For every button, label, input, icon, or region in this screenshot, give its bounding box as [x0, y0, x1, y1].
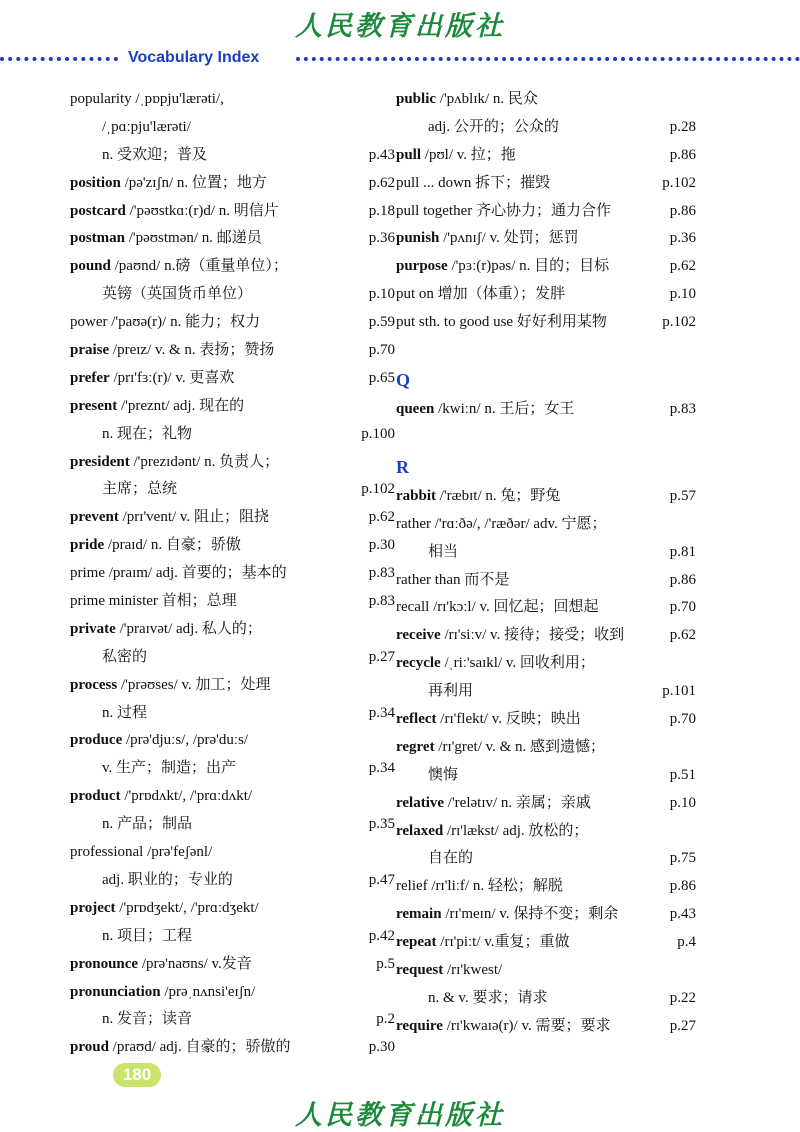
- entry-headword: regret: [396, 738, 435, 755]
- index-entry-continuation: [70, 700, 395, 728]
- index-entry-continuation: [396, 678, 696, 706]
- entry-page-ref: p.62: [368, 174, 395, 191]
- entry-definition: /ˌpɑːpju'lærəti/: [102, 118, 191, 135]
- entry-page-ref: p.62: [368, 509, 395, 526]
- index-entry-continuation: [396, 762, 696, 790]
- entry-headword: rabbit: [396, 487, 437, 504]
- entry-definition: /praɪd/ n. 自豪；骄傲: [104, 537, 241, 554]
- index-entry: [70, 672, 395, 700]
- entry-headword: praise: [70, 342, 110, 359]
- entry-headword: power: [70, 314, 108, 331]
- entry-page-ref: p.83: [669, 401, 696, 418]
- entry-headword: president: [70, 453, 130, 470]
- entry-definition: /rɪ'kwest/: [443, 962, 503, 979]
- entry-definition: 英镑（英国货币单位）: [102, 286, 253, 303]
- entry-definition: /prɪ'fɜː(r)/ v. 更喜欢: [109, 369, 235, 386]
- entry-definition: 齐心协力；通力合作: [472, 202, 611, 219]
- index-entry: [396, 929, 696, 957]
- entry-definition: 主席；总统: [102, 481, 178, 498]
- index-entry: [70, 225, 395, 253]
- entry-page-ref: p.86: [669, 571, 696, 588]
- entry-definition: 好好利用某物: [513, 314, 607, 331]
- entry-page-ref: p.101: [662, 683, 696, 700]
- index-entry: [70, 198, 395, 226]
- index-entry-continuation: [70, 476, 395, 504]
- entry-page-ref: p.86: [669, 878, 696, 895]
- entry-definition: /preɪz/ v. & n. 表扬；赞扬: [109, 342, 275, 359]
- entry-headword: proud: [70, 1039, 109, 1056]
- index-entry-continuation: [396, 539, 696, 567]
- letter-heading: Q: [396, 370, 411, 391]
- entry-headword: relative: [396, 794, 445, 811]
- index-entry: [70, 951, 395, 979]
- index-entry: [396, 1013, 696, 1041]
- entry-definition: adj. 职业的；专业的: [102, 871, 233, 888]
- index-entry: [396, 142, 696, 170]
- entry-page-ref: p.34: [368, 760, 395, 777]
- index-entry-continuation: [70, 142, 395, 170]
- entry-page-ref: p.70: [368, 342, 395, 359]
- index-entry: [396, 396, 696, 424]
- entry-headword: relaxed: [396, 822, 444, 839]
- index-entry: [70, 253, 395, 281]
- entry-page-ref: p.2: [376, 1011, 395, 1028]
- index-entry: [70, 170, 395, 198]
- entry-definition: /pʊl/ v. 拉；拖: [421, 146, 516, 163]
- entry-headword: pound: [70, 258, 111, 275]
- entry-headword: repeat: [396, 934, 437, 951]
- entry-definition: /'prezɪdənt/ n. 负责人；: [129, 453, 280, 470]
- entry-definition: /'prɒdʒekt/, /'prɑːdʒekt/: [115, 899, 259, 916]
- entry-definition: /'preznt/ adj. 现在的: [117, 397, 245, 414]
- index-column-right: [396, 86, 696, 1041]
- entry-definition: adj. 公开的；公众的: [428, 118, 559, 135]
- index-entry: [70, 727, 395, 755]
- entry-headword: pronounce: [70, 955, 139, 972]
- index-entry: [70, 337, 395, 365]
- letter-heading: R: [396, 456, 409, 477]
- entry-headword: process: [70, 676, 118, 693]
- section-title: Vocabulary Index: [128, 49, 260, 66]
- index-entry: [396, 901, 696, 929]
- entry-definition: n. 现在；礼物: [102, 425, 193, 442]
- index-entry: [396, 281, 696, 309]
- entry-headword: project: [70, 899, 116, 916]
- index-entry-continuation: [70, 755, 395, 783]
- entry-headword: professional: [70, 844, 144, 861]
- index-entry: [70, 839, 395, 867]
- entry-headword: remain: [396, 906, 442, 923]
- entry-headword: prime: [70, 565, 105, 582]
- entry-headword: public: [396, 91, 437, 107]
- index-entry: [396, 706, 696, 734]
- entry-definition: /kwiːn/ n. 王后；女王: [434, 401, 575, 418]
- entry-headword: relief: [396, 878, 428, 895]
- entry-definition: /rɪ'meɪn/ v. 保持不变；剩余: [441, 906, 619, 923]
- entry-page-ref: p.10: [368, 286, 395, 303]
- entry-page-ref: p.57: [669, 487, 696, 504]
- entry-page-ref: p.30: [368, 1039, 395, 1056]
- entry-definition: /rɪ'gret/ v. & n. 感到遗憾；: [434, 738, 606, 755]
- entry-definition: n. 过程: [102, 704, 148, 721]
- entry-headword: postcard: [70, 202, 126, 219]
- index-entry: [396, 594, 696, 622]
- entry-page-ref: p.62: [669, 258, 696, 275]
- entry-definition: 相当: [428, 543, 459, 560]
- entry-definition: /praʊd/ adj. 自豪的；骄傲的: [108, 1039, 291, 1056]
- entry-definition: /rɪ'flekt/ v. 反映；映出: [436, 711, 581, 728]
- entry-headword: prefer: [70, 369, 110, 386]
- entry-definition: n. & v. 要求；请求: [428, 989, 548, 1006]
- entry-definition: /rɪ'piːt/ v.重复；重做: [436, 934, 570, 951]
- entry-headword: rather: [396, 515, 431, 532]
- entry-definition: /prə'feʃənl/: [143, 844, 213, 861]
- entry-definition: 私密的: [102, 648, 148, 665]
- index-entry-continuation: [70, 114, 395, 142]
- entry-headword: position: [70, 174, 121, 191]
- entry-page-ref: p.36: [368, 230, 395, 247]
- index-entry: [70, 86, 395, 114]
- entry-page-ref: p.30: [368, 537, 395, 554]
- entry-page-ref: p.51: [669, 766, 696, 783]
- section-header-band: [0, 46, 800, 72]
- index-entry: [70, 895, 395, 923]
- index-entry: [70, 393, 395, 421]
- entry-page-ref: p.83: [368, 593, 395, 610]
- entry-definition: 再利用: [428, 683, 474, 700]
- entry-page-ref: p.42: [368, 927, 395, 944]
- index-entry: [70, 588, 395, 616]
- entry-headword: produce: [70, 732, 123, 749]
- entry-headword: prevent: [70, 509, 119, 526]
- entry-definition: 首相；总理: [157, 593, 237, 610]
- entry-headword: popularity: [70, 91, 132, 107]
- entry-definition: /prəˌnʌnsi'eɪʃn/: [160, 983, 256, 1000]
- entry-headword: pull: [396, 146, 422, 163]
- entry-definition: /'pʌblɪk/ n. 民众: [436, 91, 538, 107]
- entry-page-ref: p.43: [669, 906, 696, 923]
- entry-headword: pull together: [396, 202, 473, 219]
- publisher-logo-bottom: 人民教育出版社: [295, 1100, 505, 1131]
- entry-page-ref: p.43: [368, 146, 395, 163]
- entry-definition: /prɪ'vent/ v. 阻止；阻挠: [118, 509, 269, 526]
- entry-headword: pull ... down: [396, 174, 472, 191]
- index-entry: [70, 783, 395, 811]
- entry-page-ref: p.102: [662, 314, 696, 331]
- entry-definition: /paʊnd/ n.磅（重量单位）；: [110, 258, 288, 275]
- index-entry-continuation: [396, 985, 696, 1013]
- index-entry: [396, 511, 696, 539]
- index-entry: [396, 650, 696, 678]
- entry-definition: 拆下；摧毁: [471, 174, 551, 191]
- entry-page-ref: p.100: [361, 425, 395, 442]
- entry-definition: /ˌriː'saɪkl/ v. 回收利用；: [440, 655, 595, 672]
- dotted-rule-right: [296, 57, 800, 61]
- entry-definition: /'pʌnɪʃ/ v. 处罚；惩罚: [439, 230, 579, 247]
- page-number-badge: 180: [113, 1063, 161, 1087]
- index-entry: [396, 225, 696, 253]
- index-entry: [396, 818, 696, 846]
- entry-definition: /rɪ'kɔːl/ v. 回忆起；回想起: [429, 599, 599, 616]
- entry-page-ref: p.102: [662, 174, 696, 191]
- index-entry-continuation: [70, 644, 395, 672]
- entry-definition: /rɪ'lækst/ adj. 放松的；: [443, 822, 589, 839]
- entry-page-ref: p.35: [368, 816, 395, 833]
- index-entry-continuation: [70, 421, 395, 449]
- entry-definition: /rɪ'liːf/ n. 轻松；解脱: [427, 878, 563, 895]
- entry-page-ref: p.70: [669, 711, 696, 728]
- entry-definition: /prə'djuːs/, /prə'duːs/: [122, 732, 249, 749]
- entry-definition: /praɪm/ adj. 首要的；基本的: [105, 565, 287, 582]
- entry-headword: rather than: [396, 571, 461, 588]
- index-entry: [70, 1034, 395, 1062]
- index-entry: [70, 504, 395, 532]
- entry-page-ref: p.70: [669, 599, 696, 616]
- entry-headword: require: [396, 1017, 443, 1034]
- dotted-rule-left: [0, 57, 118, 61]
- entry-headword: product: [70, 788, 121, 805]
- entry-definition: /'prəʊses/ v. 加工；处理: [117, 676, 271, 693]
- entry-page-ref: p.18: [368, 202, 395, 219]
- entry-headword: postman: [70, 230, 126, 247]
- entry-definition: 自在的: [428, 850, 474, 867]
- entry-definition: 增加（体重）；发胖: [433, 286, 566, 303]
- entry-definition: n. 发音；读音: [102, 1011, 193, 1028]
- entry-definition: /'rɑːðə/, /'ræðər/ adv. 宁愿；: [430, 515, 607, 532]
- entry-definition: n. 项目；工程: [102, 927, 193, 944]
- entry-headword: recycle: [396, 655, 441, 672]
- entry-headword: request: [396, 962, 444, 979]
- index-entry-continuation: [70, 867, 395, 895]
- index-entry-continuation: [70, 281, 395, 309]
- index-entry: [396, 483, 696, 511]
- entry-definition: /'praɪvət/ adj. 私人的；: [115, 620, 262, 637]
- entry-headword: receive: [396, 627, 441, 644]
- entry-definition: /'paʊə(r)/ n. 能力；权力: [107, 314, 261, 331]
- index-entry: [70, 365, 395, 393]
- entry-definition: /prə'naʊns/ v.发音: [138, 955, 252, 972]
- index-entry: [396, 198, 696, 226]
- index-entry: [396, 957, 696, 985]
- entry-page-ref: p.27: [669, 1017, 696, 1034]
- entry-definition: /pə'zɪʃn/ n. 位置；地方: [120, 174, 267, 191]
- index-entry: [396, 170, 696, 198]
- entry-page-ref: p.65: [368, 369, 395, 386]
- index-entry: [396, 86, 696, 114]
- index-entry: [396, 873, 696, 901]
- index-entry: [396, 253, 696, 281]
- index-entry: [70, 309, 395, 337]
- entry-headword: put sth. to good use: [396, 314, 514, 331]
- entry-page-ref: p.36: [669, 230, 696, 247]
- entry-headword: private: [70, 620, 116, 637]
- entry-definition: 而不是: [460, 571, 510, 588]
- entry-page-ref: p.83: [368, 565, 395, 582]
- index-entry: [396, 309, 696, 337]
- index-entry: [70, 979, 395, 1007]
- entry-definition: /'relətɪv/ n. 亲属；亲戚: [444, 794, 591, 811]
- entry-page-ref: p.86: [669, 202, 696, 219]
- entry-page-ref: p.22: [669, 989, 696, 1006]
- entry-page-ref: p.10: [669, 794, 696, 811]
- index-entry: [70, 449, 395, 477]
- entry-headword: pride: [70, 537, 105, 554]
- entry-definition: n. 受欢迎；普及: [102, 146, 208, 163]
- entry-page-ref: p.102: [361, 481, 395, 498]
- entry-headword: pronunciation: [70, 983, 161, 1000]
- entry-page-ref: p.4: [677, 934, 696, 951]
- section-gap: [396, 424, 696, 452]
- entry-page-ref: p.86: [669, 146, 696, 163]
- entry-page-ref: p.5: [376, 955, 395, 972]
- entry-headword: reflect: [396, 711, 437, 728]
- entry-definition: /'prɒdʌkt/, /'prɑːdʌkt/: [120, 788, 253, 805]
- entry-headword: prime minister: [70, 593, 158, 610]
- entry-page-ref: p.59: [368, 314, 395, 331]
- index-entry: [396, 790, 696, 818]
- entry-definition: /ˌpɒpju'lærəti/,: [131, 91, 224, 107]
- entry-page-ref: p.34: [368, 704, 395, 721]
- index-entry: [70, 532, 395, 560]
- entry-page-ref: p.10: [669, 286, 696, 303]
- entry-headword: queen: [396, 401, 435, 418]
- entry-page-ref: p.75: [669, 850, 696, 867]
- entry-page-ref: p.81: [669, 543, 696, 560]
- entry-headword: purpose: [396, 258, 448, 275]
- entry-definition: /'pəʊstkɑː(r)d/ n. 明信片: [125, 202, 279, 219]
- entry-page-ref: p.47: [368, 871, 395, 888]
- section-gap: [396, 337, 696, 365]
- entry-page-ref: p.27: [368, 648, 395, 665]
- index-entry: [70, 560, 395, 588]
- entry-headword: recall: [396, 599, 430, 616]
- index-entry: [396, 734, 696, 762]
- publisher-logo-top: 人民教育出版社: [295, 11, 505, 42]
- entry-headword: put on: [396, 286, 434, 303]
- index-entry-continuation: [70, 923, 395, 951]
- entry-page-ref: p.62: [669, 627, 696, 644]
- index-entry-continuation: [70, 1006, 395, 1034]
- entry-definition: /rɪ'siːv/ v. 接待；接受；收到: [440, 627, 625, 644]
- entry-headword: present: [70, 397, 118, 414]
- entry-definition: /'pɜː(r)pəs/ n. 目的；目标: [447, 258, 610, 275]
- entry-definition: 懊悔: [428, 766, 459, 783]
- index-entry: [396, 622, 696, 650]
- entry-definition: /'ræbɪt/ n. 兔；野兔: [436, 487, 561, 504]
- index-entry-continuation: [396, 114, 696, 142]
- entry-definition: /'pəʊstmən/ n. 邮递员: [125, 230, 262, 247]
- index-entry: [70, 616, 395, 644]
- index-entry-continuation: [396, 845, 696, 873]
- entry-headword: punish: [396, 230, 440, 247]
- index-entry: [396, 567, 696, 595]
- entry-definition: v. 生产；制造；出产: [102, 760, 237, 777]
- entry-definition: /rɪ'kwaɪə(r)/ v. 需要；要求: [442, 1017, 611, 1034]
- entry-definition: n. 产品；制品: [102, 816, 193, 833]
- index-column-left: [70, 86, 395, 1062]
- entry-page-ref: p.28: [669, 118, 696, 135]
- index-entry-continuation: [70, 811, 395, 839]
